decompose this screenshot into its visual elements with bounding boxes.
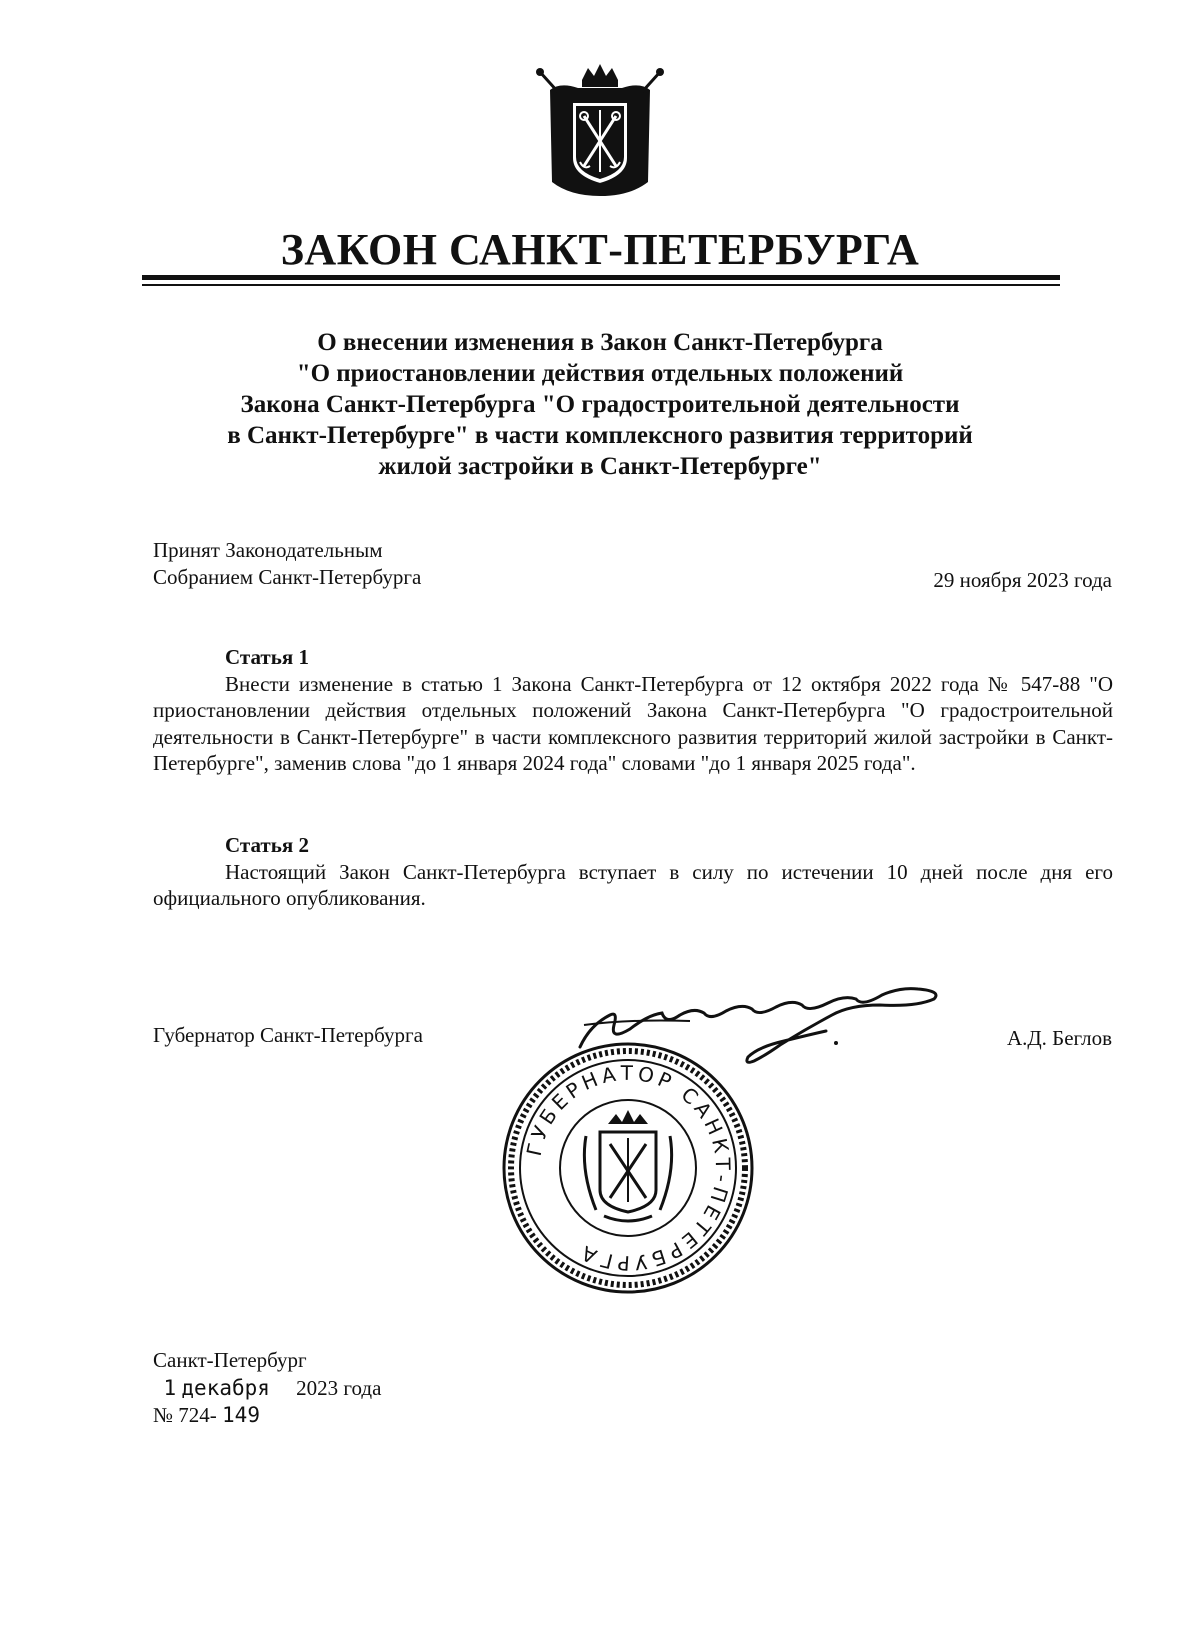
article-heading: Статья 1 (225, 645, 309, 669)
coat-of-arms-icon (530, 62, 670, 202)
law-number-suffix: 149 (222, 1403, 260, 1427)
issue-place: Санкт-Петербург (153, 1348, 307, 1372)
document-subject (0, 327, 1200, 482)
article-text: Настоящий Закон Санкт-Петербурга вступает в силу по истечении 10 дней после дня его официального опубликования. (153, 859, 1113, 910)
subject-line: в Санкт-Петербурге" в части комплексного развития территорий (227, 422, 973, 449)
seal-text: ГУБЕРНАТОР САНКТ-ПЕТЕРБУРГА (521, 1060, 736, 1276)
signatory-name: А.Д. Беглов (1006, 1026, 1112, 1050)
adoption-note (153, 537, 421, 591)
law-title: ЗАКОН САНКТ-ПЕТЕРБУРГА (280, 225, 920, 274)
issue-day: 1 (163, 1376, 177, 1400)
title-rule-thick (142, 275, 1060, 280)
signatory-position: Губернатор Санкт-Петербурга (153, 1023, 423, 1047)
article-2 (153, 832, 1113, 912)
subject-line: жилой застройки в Санкт-Петербурге" (378, 453, 822, 480)
article-1 (153, 644, 1113, 777)
adoption-line: Принят Законодательным (153, 538, 383, 562)
adoption-date: 29 ноября 2023 года (933, 568, 1112, 592)
issue-month: декабря (181, 1376, 270, 1400)
law-number (153, 1401, 260, 1429)
issue-date (153, 1374, 381, 1402)
issue-year: 2023 года (296, 1376, 382, 1400)
subject-line: "О приостановлении действия отдельных положений (296, 360, 904, 387)
adoption-line: Собранием Санкт-Петербурга (153, 565, 422, 589)
subject-line: Закона Санкт-Петербурга "О градостроительной деятельности (240, 391, 960, 418)
subject-line: О внесении изменения в Закон Санкт-Петербурга (317, 329, 883, 356)
law-number-prefix: № 724- (153, 1403, 217, 1427)
title-rule-thin (142, 284, 1060, 286)
article-text: Внести изменение в статью 1 Закона Санкт-Петербурга от 12 октября 2022 года № 547-88 "О приостановлении действия отдельных положений Закона Санкт-Петербурга "О градостроительной деятельности в Санкт-Петербурге" в части комплексного развития территорий жилой застройки в Санкт-Петербурге", заменив слова "до 1 января 2024 года" словами "до 1 января 2025 года". (153, 671, 1113, 775)
handwritten-signature-icon (570, 985, 960, 1070)
article-heading: Статья 2 (225, 833, 309, 857)
official-seal-icon (500, 1040, 756, 1296)
